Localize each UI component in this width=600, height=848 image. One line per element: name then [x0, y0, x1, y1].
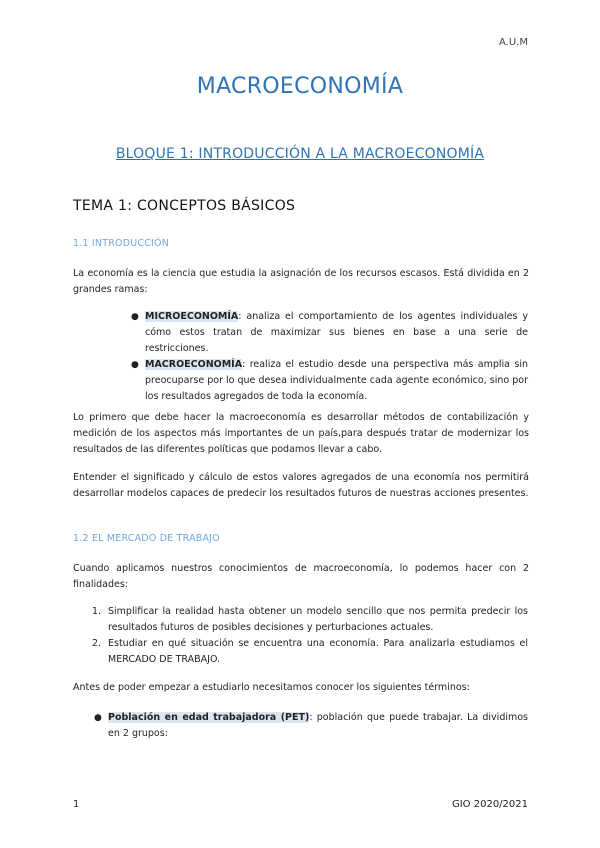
list-item-microeconomia: [131, 309, 528, 357]
purpose-text: Simplificar la realidad hasta obtener un modelo sencillo que nos permita predecir los resultados futuros de posibles decisiones y perturbaciones actuales.: [108, 606, 528, 633]
paragraph-aggregates: Entender el significado y cálculo de estos valores agregados de una economía nos permitirá desarrollar modelos capaces de predecir los resultados futuros de nuestras acciones presentes.: [73, 472, 529, 499]
definition-pet: : población que puede trabajar. La dividimos en 2 grupos:: [108, 712, 528, 739]
list-item-pet: [94, 710, 528, 742]
topic-title: TEMA 1: CONCEPTOS BÁSICOS: [73, 198, 296, 214]
bullet-icon: ●: [131, 360, 139, 370]
term-microeconomia: MICROECONOMÍA: [145, 311, 239, 322]
paragraph-terms: Antes de poder empezar a estudiarlo necesitamos conocer los siguientes términos:: [73, 682, 470, 693]
bullet-icon: ●: [131, 312, 139, 322]
purposes-list: [92, 604, 528, 668]
paragraph-measurement: Lo primero que debe hacer la macroeconomía es desarrollar métodos de contabilización y medición de los aspectos más importantes de un país,para después tratar de modernizar los resultados de las diferentes políticas que podamos llevar a cabo.: [73, 412, 529, 455]
list-number: 2.: [92, 638, 102, 649]
economy-branches-list: [131, 309, 528, 405]
paragraph-purposes: Cuando aplicamos nuestros conocimientos de macroeconomía, lo podemos hacer con 2 finalidades:: [73, 563, 529, 590]
definition-microeconomia: : analiza el comportamiento de los agentes individuales y cómo estos tratan de maximizar sus bienes en base a una serie de restricciones.: [145, 311, 528, 354]
header-initials: A.U.M: [499, 37, 528, 48]
term-macroeconomia: MACROECONOMÍA: [145, 359, 243, 370]
list-item-purpose-1: [92, 604, 528, 636]
bullet-icon: ●: [94, 713, 102, 723]
intro-paragraph: La economía es la ciencia que estudia la asignación de los recursos escasos. Está dividida en 2 grandes ramas:: [73, 268, 529, 295]
footer-course: GIO 2020/2021: [451, 799, 528, 810]
block-title: BLOQUE 1: INTRODUCCIÓN A LA MACROECONOMÍA: [115, 146, 485, 162]
list-item-purpose-2: [92, 636, 528, 668]
document-title: MACROECONOMÍA: [196, 74, 404, 99]
term-pet: Población en edad trabajadora (PET): [108, 712, 310, 723]
definition-macroeconomia: : realiza el estudio desde una perspectiva más amplia sin preocuparse por lo que desea individualmente cada agente económico, sino por los resultados agregados de toda la economía.: [145, 359, 528, 402]
list-item-macroeconomia: [131, 357, 528, 405]
purpose-text: Estudiar en qué situación se encuentra una economía. Para analizarla estudiamos el MERCADO DE TRABAJO.: [108, 638, 528, 665]
section-heading-labor-market: 1.2 EL MERCADO DE TRABAJO: [73, 533, 220, 544]
list-number: 1.: [92, 606, 102, 617]
page-number: 1: [73, 799, 80, 810]
section-heading-intro: 1.1 INTRODUCCIÓN: [73, 238, 170, 249]
terms-list: [94, 710, 528, 742]
